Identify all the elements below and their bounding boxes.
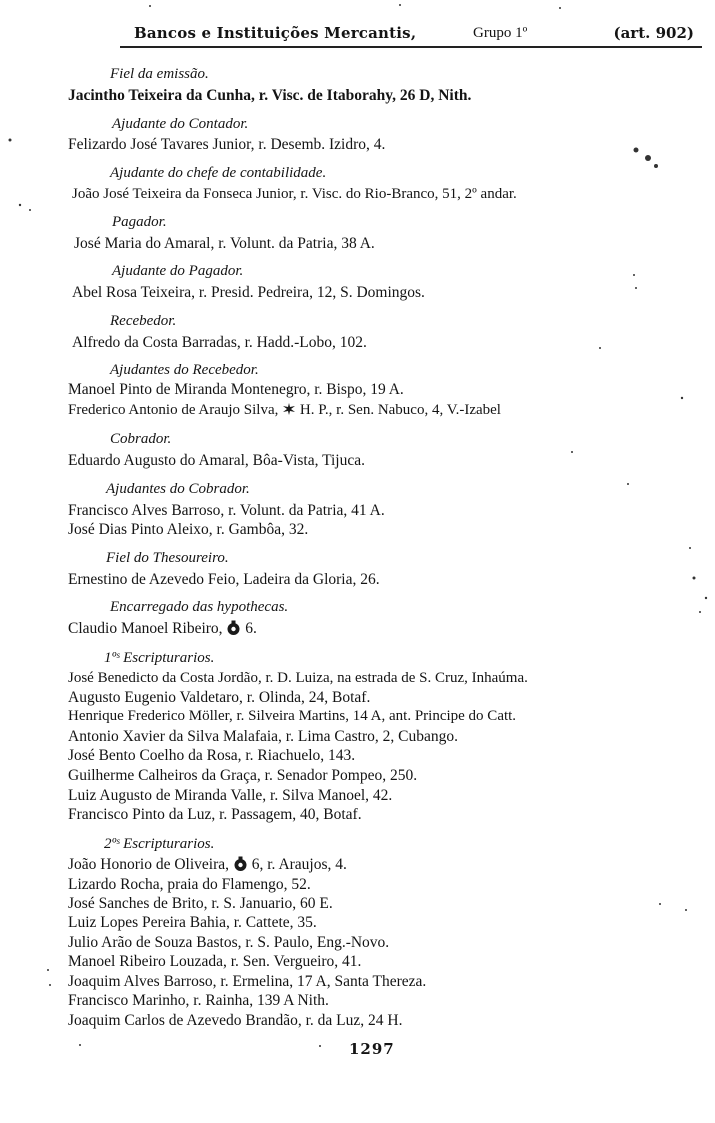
section-heading: Ajudante do chefe de contabilidade. — [110, 165, 327, 181]
directory-entry: Ernestino de Azevedo Feio, Ladeira da Gloria, 26. — [68, 571, 380, 588]
directory-entry: Francisco Marinho, r. Rainha, 139 A Nith. — [68, 992, 329, 1009]
entry-address: H. P., r. Sen. Nabuco, 4, V.-Izabel — [299, 402, 501, 418]
cross-icon — [282, 402, 296, 416]
section-heading: Fiel do Thesoureiro. — [106, 550, 229, 566]
directory-entry: Augusto Eugenio Valdetaro, r. Olinda, 24, Botaf. — [68, 689, 371, 706]
directory-entry: Francisco Alves Barroso, r. Volunt. da Patria, 41 A. — [68, 502, 385, 519]
entry-name: João Honorio de Oliveira, — [68, 856, 229, 873]
directory-entry — [68, 856, 347, 874]
directory-entry: Henrique Frederico Möller, r. Silveira Martins, 14 A, ant. Principe do Catt. — [68, 708, 517, 724]
section-heading: Ajudante do Contador. — [112, 116, 249, 132]
directory-entry: Francisco Pinto da Luz, r. Passagem, 40, Botaf. — [68, 806, 362, 823]
entry-detail: 6, r. Araujos, 4. — [251, 856, 347, 873]
directory-entry: Lizardo Rocha, praia do Flamengo, 52. — [68, 876, 311, 893]
directory-entry: José Bento Coelho da Rosa, r. Riachuelo, 143. — [68, 747, 356, 764]
entry-name: Claudio Manoel Ribeiro, — [68, 620, 223, 637]
directory-entry: Manoel Pinto de Miranda Montenegro, r. Bispo, 19 A. — [68, 381, 404, 398]
directory-entry: Manoel Ribeiro Louzada, r. Sen. Vergueiro, 41. — [68, 953, 362, 970]
directory-entry: Joaquim Carlos de Azevedo Brandão, r. da Luz, 24 H. — [68, 1012, 403, 1029]
directory-entry: Luiz Augusto de Miranda Valle, r. Silva Manoel, 42. — [68, 787, 393, 804]
directory-entry: Felizardo José Tavares Junior, r. Desemb. Izidro, 4. — [68, 136, 386, 153]
section-heading: Pagador. — [112, 214, 167, 230]
section-heading: Ajudantes do Recebedor. — [110, 362, 259, 378]
entry-detail: 6. — [245, 620, 257, 637]
directory-entry: Joaquim Alves Barroso, r. Ermelina, 17 A, Santa Thereza. — [68, 973, 427, 990]
directory-entry — [68, 620, 257, 638]
directory-entry: Luiz Lopes Pereira Bahia, r. Cattete, 35. — [68, 914, 317, 931]
directory-entry: José Benedicto da Costa Jordão, r. D. Luiza, na estrada de S. Cruz, Inhaúma. — [68, 670, 528, 686]
directory-entry: Alfredo da Costa Barradas, r. Hadd.-Lobo, 102. — [72, 334, 367, 351]
directory-entry: Guilherme Calheiros da Graça, r. Senador Pompeo, 250. — [68, 767, 418, 784]
directory-entry — [68, 402, 501, 419]
section-heading: Cobrador. — [110, 431, 172, 447]
section-heading: 2ºˢ Escripturarios. — [104, 836, 215, 852]
section-heading: Encarregado das hypothecas. — [110, 599, 289, 615]
directory-entry: José Sanches de Brito, r. S. Januario, 60 E. — [68, 895, 333, 912]
directory-entry: Abel Rosa Teixeira, r. Presid. Pedreira, 12, S. Domingos. — [72, 284, 425, 301]
page-header — [120, 22, 702, 48]
section-heading: Ajudante do Pagador. — [112, 263, 244, 279]
header-title: Bancos e Instituições Mercantis, — [134, 24, 417, 42]
section-heading: 1ºˢ Escripturarios. — [104, 650, 215, 666]
directory-entry: João José Teixeira da Fonseca Junior, r. Visc. do Rio-Branco, 51, 2º andar. — [72, 186, 517, 202]
header-group: Grupo 1º — [473, 25, 528, 41]
section-heading: Ajudantes do Cobrador. — [106, 481, 250, 497]
directory-entry: Eduardo Augusto do Amaral, Bôa-Vista, Tijuca. — [68, 452, 365, 469]
seal-icon — [226, 620, 241, 636]
directory-entry: Antonio Xavier da Silva Malafaia, r. Lima Castro, 2, Cubango. — [68, 728, 458, 745]
directory-entry: José Maria do Amaral, r. Volunt. da Patria, 38 A. — [74, 235, 375, 252]
directory-entry: Jacintho Teixeira da Cunha, r. Visc. de Itaborahy, 26 D, Nith. — [68, 87, 472, 104]
seal-icon — [233, 856, 248, 872]
directory-entry: Julio Arão de Souza Bastos, r. S. Paulo, Eng.-Novo. — [68, 934, 390, 951]
entry-name: Frederico Antonio de Araujo Silva, — [68, 402, 279, 418]
section-heading: Fiel da emissão. — [110, 66, 209, 82]
page-number: 1297 — [349, 1040, 395, 1058]
header-article: (art. 902) — [613, 24, 694, 42]
section-heading: Recebedor. — [110, 313, 177, 329]
directory-entry: José Dias Pinto Aleixo, r. Gambôa, 32. — [68, 521, 309, 538]
